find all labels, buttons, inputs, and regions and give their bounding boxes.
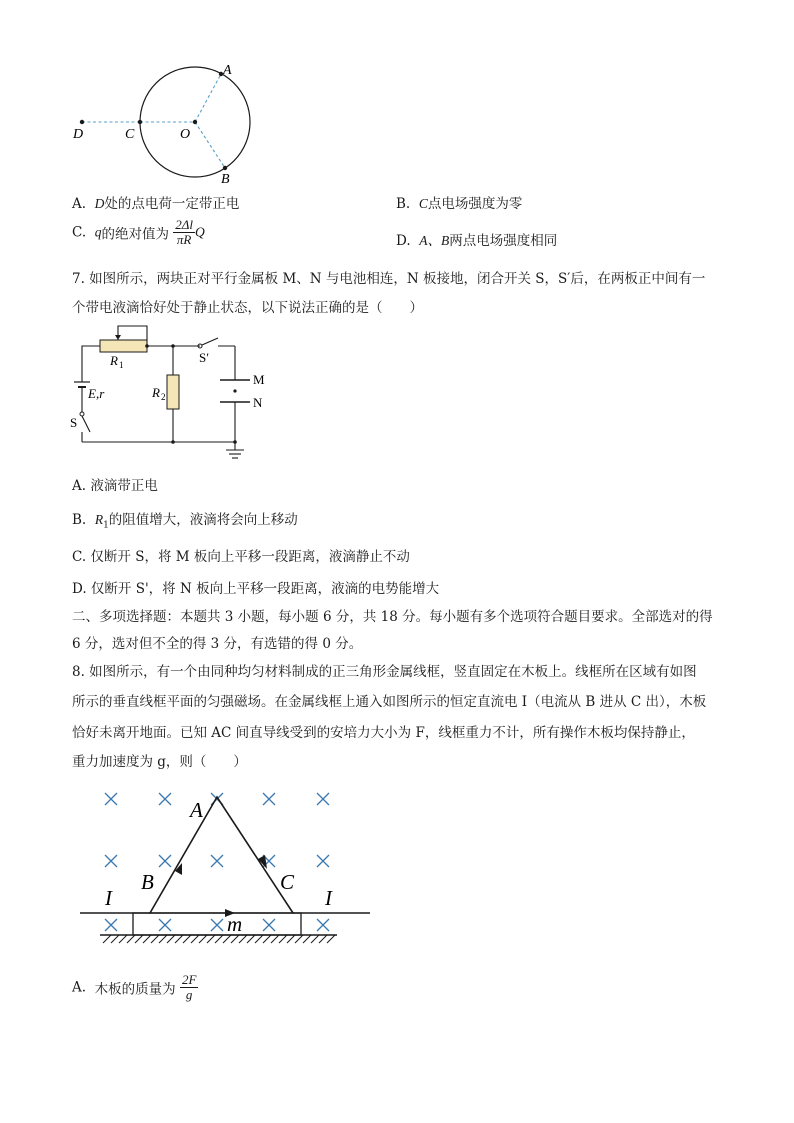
cross-r2-3 — [211, 855, 223, 867]
label-s2: S′ — [199, 350, 210, 365]
junction-3 — [171, 440, 175, 444]
label-r2-sub: 2 — [161, 392, 166, 402]
label-i-right: I — [325, 886, 332, 910]
ground-hatch — [103, 935, 335, 943]
label-source: E,r — [88, 386, 105, 401]
switch-s1-blade — [82, 416, 90, 432]
triangle-frame — [150, 797, 293, 913]
cross-r1-5 — [317, 793, 329, 805]
switch-s2-blade — [202, 338, 218, 345]
q8-stem-line4: 重力加速度为 g，则（ ） — [72, 754, 247, 770]
wire-top-left — [82, 346, 100, 382]
label-m: m — [227, 912, 243, 936]
point-d — [80, 120, 84, 124]
point-o — [193, 120, 197, 124]
q7-option-b: B. $R_1$的阻值增大，液滴将会向上移动 — [72, 512, 298, 531]
label-s1: S — [70, 415, 78, 430]
wooden-board — [133, 913, 301, 935]
q7-option-a: A. 液滴带正电 — [72, 478, 158, 494]
label-m: M — [253, 372, 265, 387]
label-r2: R — [152, 385, 160, 400]
q7-option-d: D. 仅断开 S'，将 N 板向上平移一段距离，液滴的电势能增大 — [72, 581, 440, 597]
q7-stem-line2: 个带电液滴恰好处于静止状态，以下说法正确的是（ ） — [72, 300, 423, 316]
cross-r1-4 — [263, 793, 275, 805]
dashed-line-oa — [195, 74, 221, 122]
cross-r2-1 — [105, 855, 117, 867]
point-c — [138, 120, 142, 124]
cross-r2-2 — [159, 855, 171, 867]
droplet — [233, 389, 236, 392]
switch-s1-contact — [80, 412, 84, 416]
q8-stem-line3: 恰好未离开地面。已知 AC 间直导线受到的安培力大小为 F，线框重力不计，所有操作木板均保持静止， — [72, 725, 695, 741]
label-c: C — [125, 127, 135, 142]
label-n: N — [253, 395, 263, 410]
q7-option-c: C. 仅断开 S，将 M 板向上平移一段距离，液滴静止不动 — [72, 549, 410, 565]
q8-stem-line2: 所示的垂直线框平面的匀强磁场。在金属线框上通入如图所示的恒定直流电 I（电流从 B 进从 C 出），木板 — [72, 694, 707, 710]
label-d: D — [73, 127, 84, 142]
junction-1 — [145, 344, 149, 348]
section2-line1: 二、多项选择题：本题共 3 小题，每小题 6 分，共 18 分。每小题有多个选项符合题目要求。全部选对的得 — [72, 609, 713, 625]
label-a: A — [190, 798, 203, 822]
label-c: C — [280, 870, 295, 894]
label-b: B — [141, 870, 154, 894]
q6-option-a: A. D处的点电荷一定带正电 — [72, 196, 240, 212]
q7-circuit — [60, 320, 280, 465]
resistor-r1 — [100, 340, 147, 352]
magnetic-field — [105, 793, 329, 931]
q6-figure — [60, 58, 280, 188]
label-b: B — [221, 172, 230, 187]
cross-r3-4 — [263, 919, 275, 931]
label-a: A — [223, 63, 232, 78]
q6-fraction: $\frac{2\Delta l}{\pi R}$ — [175, 217, 194, 247]
q6-option-d: D. A、B两点电场强度相同 — [396, 233, 558, 249]
q8-option-a: A. 木板的质量为 $\frac{2F}{g}$ — [72, 972, 197, 1002]
label-o: O — [180, 127, 191, 142]
q6-option-b: B. C点电场强度为零 — [396, 196, 523, 212]
cross-r3-2 — [159, 919, 171, 931]
cross-r1-2 — [159, 793, 171, 805]
point-b — [223, 166, 227, 170]
q8-fraction: $\frac{2F}{g}$ — [181, 972, 197, 1002]
q8-figure — [75, 785, 385, 955]
dashed-line-ob — [195, 122, 225, 168]
resistor-r2 — [167, 375, 179, 409]
label-r1: R — [110, 353, 118, 368]
cross-r3-3 — [211, 919, 223, 931]
q8-stem-line1: 8. 如图所示，有一个由同种均匀材料制成的正三角形金属线框，竖直固定在木板上。线框所在区域有如图 — [72, 664, 697, 680]
cross-r1-1 — [105, 793, 117, 805]
cross-r2-5 — [317, 855, 329, 867]
label-i-left: I — [105, 886, 112, 910]
cross-r3-1 — [105, 919, 117, 931]
q6-option-c: C. q的绝对值为 $\frac{2\Delta l}{\pi R}$ Q — [72, 217, 205, 247]
cross-r3-5 — [317, 919, 329, 931]
section2-line2: 6 分，选对但不全的得 3 分，有选错的得 0 分。 — [72, 636, 363, 652]
wiper-arrow — [115, 335, 121, 340]
q7-stem-line1: 7. 如图所示，两块正对平行金属板 M、N 与电池相连，N 板接地，闭合开关 S，S′后，在两板正中间有一 — [72, 271, 706, 287]
label-r1-sub: 1 — [119, 360, 124, 370]
